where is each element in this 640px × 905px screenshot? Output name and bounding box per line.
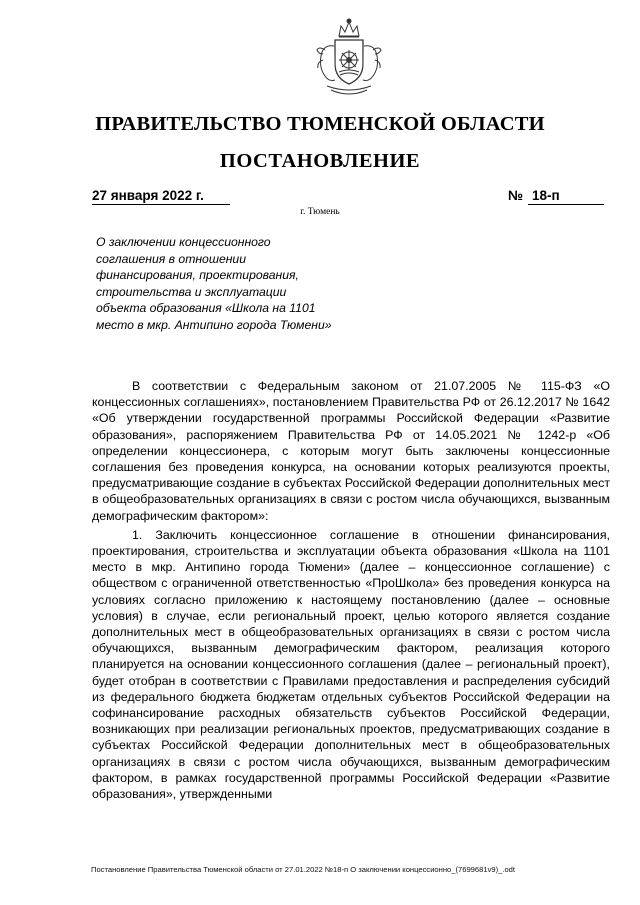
government-title: ПРАВИТЕЛЬСТВО ТЮМЕНСКОЙ ОБЛАСТИ <box>95 113 545 135</box>
subject-line: место в мкр. Антипино города Тюмени» <box>96 317 332 332</box>
preamble-paragraph: В соответствии с Федеральным законом от 21.07.2005 № 115-ФЗ «О концессионных соглашениях», постановлением Правительства РФ от 26.12.2017 № 1642 «Об утверждении государственной программы Российской Федерации «Развитие образования», распоряжением Правительства РФ от 14.05.2021 № 1242-р «Об определении концессионера, с которым могут быть заключены концессионные соглашения без проведения конкурса, на основании которых реализуются проекты, предусматривающие создание в субъектах Российской Федерации дополнительных мест в общеобразовательных организациях в связи с ростом числа обучающихся, вызванным демографическим фактором»: <box>92 379 610 523</box>
document-date: 27 января 2022 г. <box>92 188 230 205</box>
document-subject <box>96 234 376 334</box>
document-city: г. Тюмень <box>300 207 340 217</box>
document-number: 18-п <box>528 188 604 205</box>
page-footer: Постановление Правительства Тюменской области от 27.01.2022 №18-п О заключении концессионно_(7699681v9)_.odt <box>91 865 516 874</box>
subject-line: объекта образования «Школа на 1101 <box>96 301 316 316</box>
clause-1-paragraph: 1. Заключить концессионное соглашение в отношении финансирования, проектирования, строительства и эксплуатации объекта образования «Школа на 1101 место в мкр. Антипино города Тюмени» (далее – концессионное соглашение) с обществом с ограниченной ответственностью «ПроШкола» без проведения конкурса на условиях согласно приложению к настоящему постановлению (далее – основные условия) в случае, если региональный проект, целью которого является создание дополнительных мест в общеобразовательных организациях в связи с ростом числа обучающихся, вызванным демографическим фактором, реализация которого планируется на основании концессионного соглашения (далее – региональный проект), будет отобран в соответствии с Правилами предоставления и распределения субсидий из федерального бюджета бюджетам отдельных субъектов Российской Федерации на софинансирование расходных обязательств субъектов Российской Федерации, возникающих при реализации региональных проектов, предусматривающих создание в субъектах Российской Федерации дополнительных мест в общеобразовательных организациях в связи с ростом числа обучающихся, вызванным демографическим фактором, в рамках государственной программы Российской Федерации «Развитие образования», утвержденными <box>92 527 610 802</box>
coat-of-arms-icon <box>313 16 385 102</box>
document-body <box>92 378 610 805</box>
subject-line: соглашения в отношении <box>96 251 246 266</box>
number-sign: № <box>508 188 524 203</box>
subject-line: строительства и эксплуатации <box>96 284 287 299</box>
subject-line: О заключении концессионного <box>96 235 271 249</box>
document-type: ПОСТАНОВЛЕНИЕ <box>219 150 421 172</box>
subject-line: финансирования, проектирования, <box>96 268 299 283</box>
